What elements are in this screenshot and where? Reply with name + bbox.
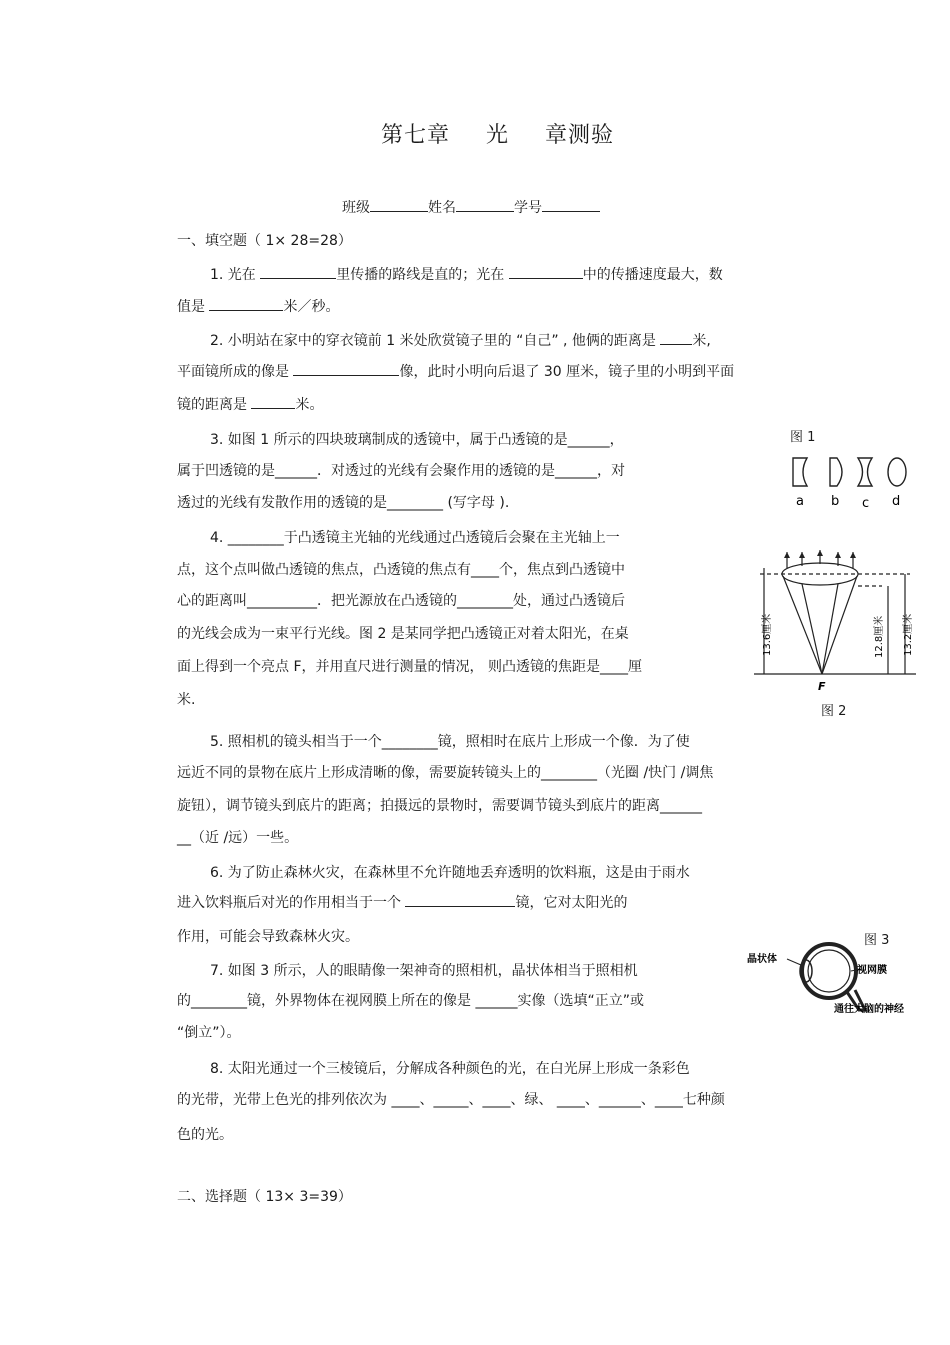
question-line: 4. ________于凸透镜主光轴的光线通过凸透镜后会聚在主光轴上一: [210, 530, 620, 546]
title-part: 第七章: [380, 123, 450, 148]
question-line: [210, 264, 723, 284]
question-line: 5. 照相机的镜头相当于一个________镜，照相时在底片上形成一个像．为了使: [210, 734, 690, 750]
question-line: [177, 394, 323, 414]
lens-letter: b: [831, 494, 840, 509]
answer-blank[interactable]: [251, 394, 295, 409]
question-line: [210, 330, 711, 350]
figure-1-lenses: [785, 452, 915, 514]
answer-blank[interactable]: [405, 892, 515, 907]
question-line: 的光线会成为一束平行光线。图 2 是某同学把凸透镜正对着太阳光，在桌: [177, 626, 629, 642]
figure-3-label: 图 3: [864, 933, 890, 948]
text: 米。: [295, 397, 324, 413]
text: 像，此时小明向后退了 30 厘米，镜子里的小明到平面: [399, 364, 735, 380]
answer-blank[interactable]: [660, 330, 692, 345]
section-heading: 二、选择题（ 13× 3=39）: [177, 1189, 352, 1205]
lens-label: 晶状体: [747, 954, 777, 965]
question-line: 远近不同的景物在底片上形成清晰的像，需要旋转镜头上的________（光圈 /快门 /调焦: [177, 765, 714, 781]
title-part: 光: [485, 123, 509, 148]
question-line: 的________镜，外界物体在视网膜上所在的像是 ______实像（选填“正立”或: [177, 993, 644, 1009]
question-line: 3. 如图 1 所示的四块玻璃制成的透镜中，属于凸透镜的是______，: [210, 432, 624, 448]
question-line: 属于凹透镜的是______．对透过的光线有会聚作用的透镜的是______，对: [177, 463, 625, 479]
lens-b: [830, 458, 842, 486]
answer-blank[interactable]: [209, 296, 283, 311]
question-line: 心的距离叫__________．把光源放在凸透镜的________处，通过凸透镜后: [177, 593, 625, 609]
lens-letter: a: [796, 494, 804, 509]
lens-letter: d: [892, 494, 901, 509]
figure-2-label: 图 2: [821, 704, 847, 719]
class-label: 班级: [342, 200, 370, 216]
id-blank[interactable]: [542, 197, 600, 212]
question-line: 8. 太阳光通过一个三棱镜后，分解成各种颜色的光，在白光屏上形成一条彩色: [210, 1061, 690, 1077]
question-line: 7. 如图 3 所示，人的眼睛像一架神奇的照相机，晶状体相当于照相机: [210, 963, 638, 979]
measure-13-6: 13.6厘米: [762, 613, 773, 656]
question-line: 米.: [177, 692, 196, 708]
id-label: 学号: [514, 200, 542, 216]
question-line: [177, 296, 339, 316]
answer-blank[interactable]: [509, 264, 583, 279]
figure-1-label: 图 1: [790, 430, 816, 445]
retina-label: 视网膜: [857, 965, 887, 976]
question-line: “倒立”）。: [177, 1025, 241, 1041]
text: 米,: [692, 333, 711, 349]
answer-blank[interactable]: [260, 264, 336, 279]
answer-blank[interactable]: [293, 361, 399, 376]
text: 1. 光在: [210, 267, 261, 283]
nerve-label: 通往大脑的神经: [834, 1004, 904, 1015]
measure-12-8: 12.8厘米: [874, 615, 885, 658]
text: 里传播的路线是直的；光在: [336, 267, 509, 283]
question-line: 色的光。: [177, 1127, 233, 1143]
title-part: 章测验: [545, 123, 615, 148]
figure-3-eye-diagram: [745, 938, 920, 1018]
question-line: [177, 361, 734, 381]
text: 镜，它对太阳光的: [515, 895, 628, 911]
question-line: 面上得到一个亮点 F，并用直尺进行测量的情况， 则凸透镜的焦距是____厘: [177, 659, 642, 675]
text: 平面镜所成的像是: [177, 364, 294, 380]
text: 镜的距离是: [177, 397, 252, 413]
question-line: 旋钮），调节镜头到底片的距离；拍摄远的景物时，需要调节镜头到底片的距离______: [177, 798, 702, 814]
figure-2-focus-diagram: [752, 548, 920, 698]
measure-13-2: 13.2厘米: [903, 613, 914, 656]
section-heading: 一、填空题（ 1× 28=28）: [177, 233, 352, 249]
text: 值是: [177, 299, 210, 315]
lens-d: [888, 458, 906, 486]
question-line: 6. 为了防止森林火灾，在森林里不允许随地丢弃透明的饮料瓶，这是由于雨水: [210, 865, 690, 881]
text: 中的传播速度最大，数: [582, 267, 723, 283]
question-line: 作用，可能会导致森林火灾。: [177, 929, 359, 945]
lens-letter: c: [862, 496, 870, 511]
question-line: 点，这个点叫做凸透镜的焦点，凸透镜的焦点有____个，焦点到凸透镜中: [177, 562, 625, 578]
class-blank[interactable]: [370, 197, 428, 212]
text: 米／秒。: [283, 299, 340, 315]
lens-c: [858, 458, 872, 486]
name-label: 姓名: [428, 200, 456, 216]
question-line: [177, 892, 627, 912]
name-blank[interactable]: [456, 197, 514, 212]
page-title: [0, 118, 950, 149]
student-info: [342, 197, 600, 217]
text: 2. 小明站在家中的穿衣镜前 1 米处欣赏镜子里的 “自己” , 他俩的距离是: [210, 333, 661, 349]
text: 进入饮料瓶后对光的作用相当于一个: [177, 895, 406, 911]
focus-point-label: F: [818, 680, 826, 693]
question-line: 的光带，光带上色光的排列依次为 ____、_____、____、绿、 ____、______、____七种颜: [177, 1092, 725, 1108]
lens-a: [793, 458, 807, 486]
question-line: __（近 /远）一些。: [177, 830, 299, 846]
question-line: 透过的光线有发散作用的透镜的是________ (写字母 ).: [177, 495, 510, 511]
